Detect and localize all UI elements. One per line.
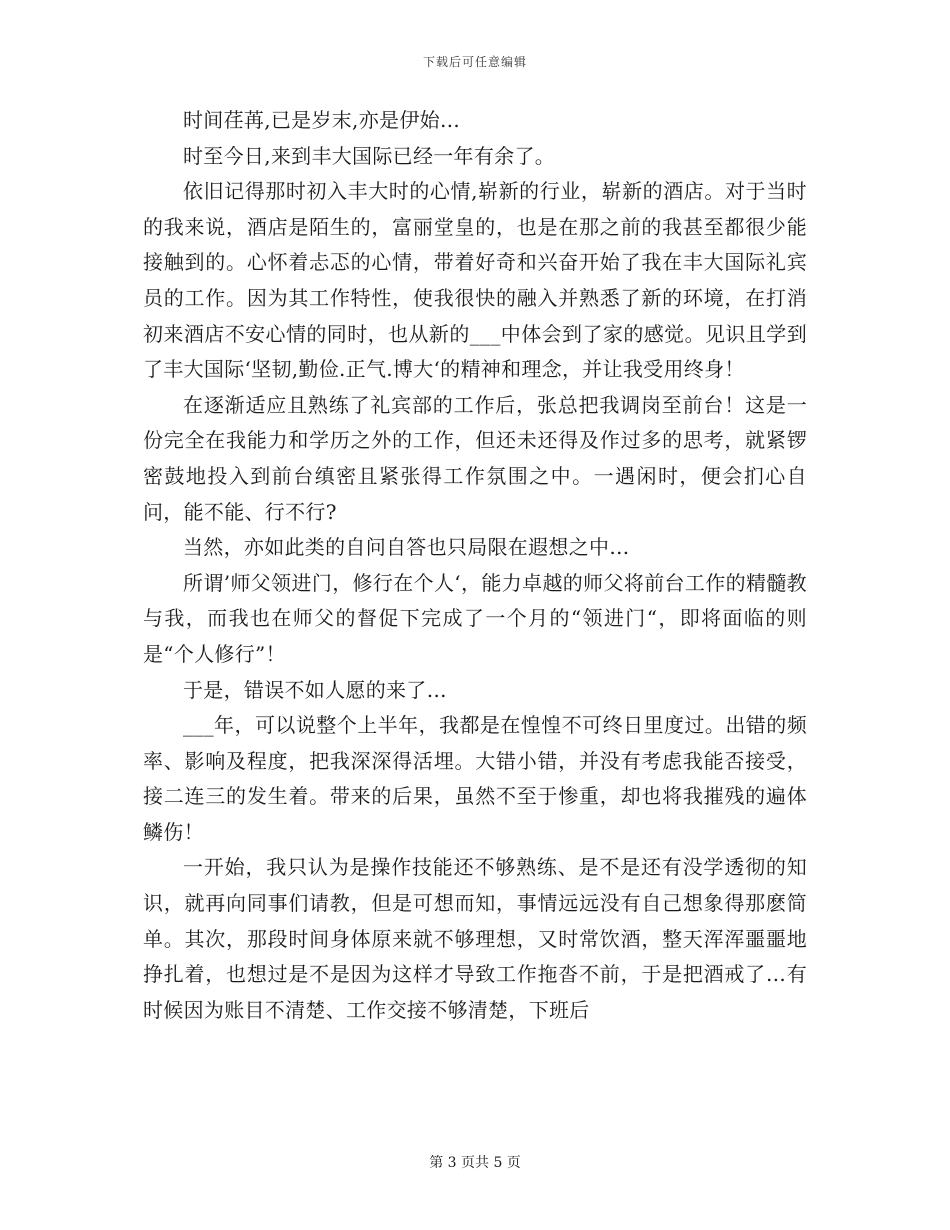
paragraph-7: 于是，错误不如人愿的来了… — [183, 677, 447, 702]
paragraph-4: 在逐渐适应且熟练了礼宾部的工作后，张总把我调岗至前台！这是一份完全在我能力和学历之外的工作，但还未还得及作过多的思考，就紧锣密鼓地投入到前台缜密且紧张得工作氛围之中。一遇闲时，便会扪心自问，能不能、行不行? — [143, 392, 807, 524]
document-body — [143, 103, 807, 1028]
paragraph-1: 时间荏苒,已是岁末,亦是伊始… — [183, 108, 461, 132]
paragraph-9: 一开始，我只认为是操作技能还不够熟练、是不是还有没学透彻的知识，就再向同事们请教，但是可想而知，事情远远没有自己想象得那麽简单。其次，那段时间身体原来就不够理想，又时常饮酒，整天浑浑噩噩地挣扎着，也想过是不是因为这样才导致工作拖沓不前，于是把酒戒了…有时候因为账目不清楚、工作交接不够清楚，下班后 — [143, 855, 807, 1022]
paragraph-3: 依旧记得那时初入丰大时的心情,崭新的行业，崭新的酒店。对于当时的我来说，酒店是陌生的，富丽堂皇的，也是在那之前的我甚至都很少能接触到的。心怀着忐忑的心情，带着好奇和兴奋开始了我在丰大国际礼宾员的工作。因为其工作特性，使我很快的融入并熟悉了新的环境，在打消初来酒店不安心情的同时，也从新的___中体会到了家的感觉。见识且学到了丰大国际‘坚韧,勤俭.正气.博大‘的精神和理念，并让我受用终身！ — [143, 179, 807, 382]
page-header: 下载后可任意编辑 — [422, 55, 527, 69]
paragraph-5: 当然，亦如此类的自问自答也只局限在遐想之中… — [183, 535, 630, 560]
paragraph-6: 所谓’师父领进门，修行在个人‘，能力卓越的师父将前台工作的精髓教与我，而我也在师父的督促下完成了一个月的“领进门“，即将面临的则是“个人修行”！ — [143, 570, 807, 666]
page-number: 第 3 页共 5 页 — [429, 1155, 521, 1171]
paragraph-8: ___年，可以说整个上半年，我都是在惶惶不可终日里度过。出错的频率、影响及程度，把我深深得活埋。大错小错，并没有考虑我能否接受，接二连三的发生着。带来的后果，虽然不至于惨重，却也将我摧残的遍体鳞伤！ — [143, 713, 807, 844]
paragraph-2: 时至今日,来到丰大国际已经一年有余了。 — [183, 143, 556, 168]
